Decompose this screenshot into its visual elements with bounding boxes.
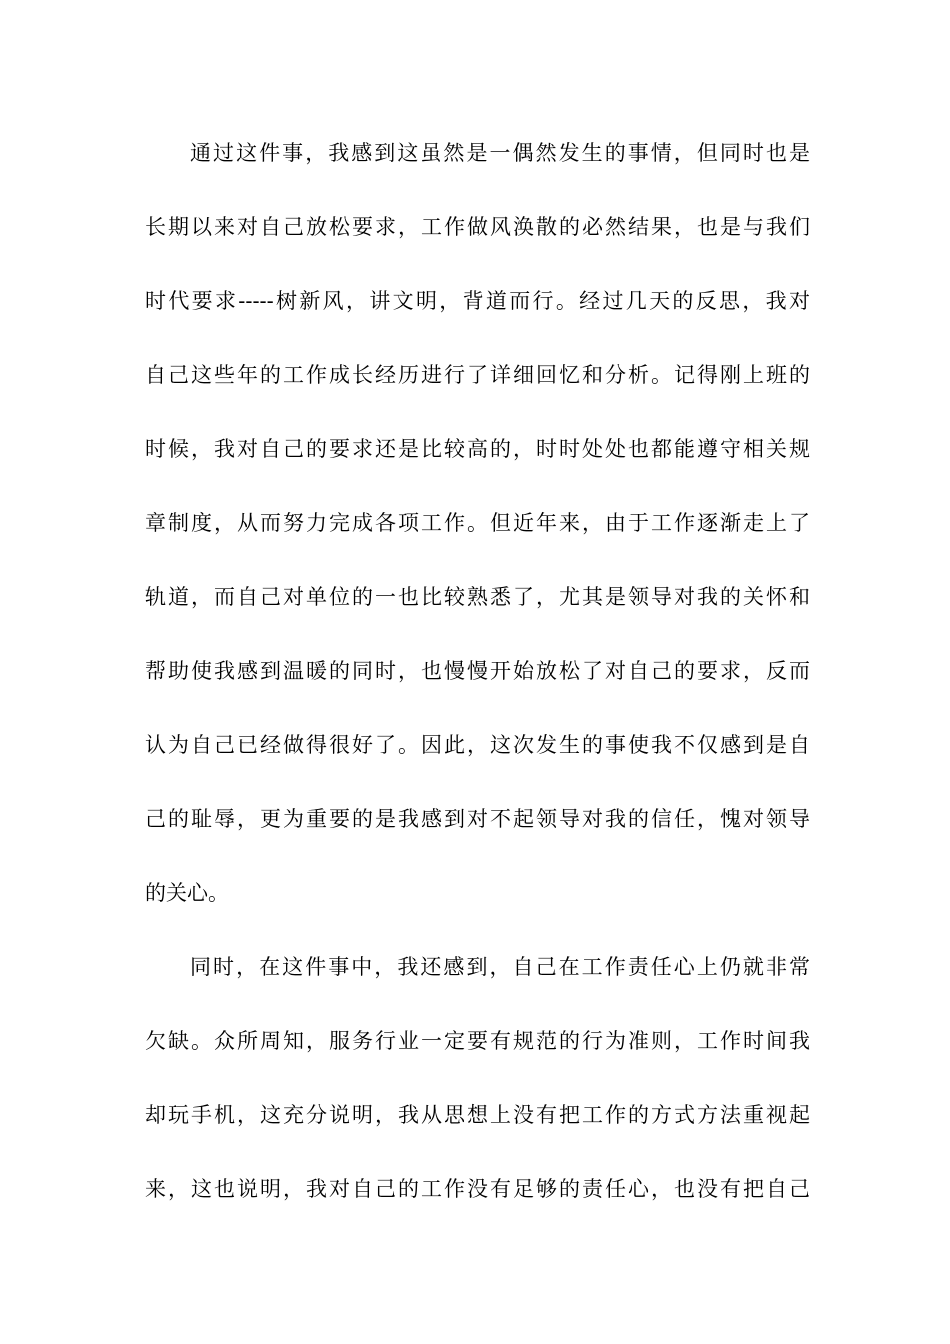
paragraph-1-line-8: 帮助使我感到温暖的同时，也慢慢开始放松了对自己的要求，反而 <box>145 659 810 683</box>
paragraph-2-line-2: 欠缺。众所周知，服务行业一定要有规范的行为准则，工作时间我 <box>145 1029 810 1053</box>
paragraph-1-line-6: 章制度，从而努力完成各项工作。但近年来，由于工作逐渐走上了 <box>145 511 810 535</box>
paragraph-1-line-10: 己的耻辱，更为重要的是我感到对不起领导对我的信任，愧对领导 <box>145 807 810 831</box>
paragraph-1-line-4: 自己这些年的工作成长经历进行了详细回忆和分析。记得刚上班的 <box>145 363 810 387</box>
paragraph-1-line-11: 的关心。 <box>145 881 229 905</box>
paragraph-1-line-3: 时代要求-----树新风，讲文明，背道而行。经过几天的反思，我对 <box>145 289 810 313</box>
paragraph-1-line-2: 长期以来对自己放松要求，工作做风涣散的必然结果，也是与我们 <box>145 215 810 239</box>
paragraph-2-line-3: 却玩手机，这充分说明，我从思想上没有把工作的方式方法重视起 <box>145 1103 810 1127</box>
paragraph-2-line-1: 同时，在这件事中，我还感到，自己在工作责任心上仍就非常 <box>190 955 810 979</box>
paragraph-2-line-4: 来，这也说明，我对自己的工作没有足够的责任心，也没有把自己 <box>145 1177 810 1201</box>
paragraph-1-line-5: 时候，我对自己的要求还是比较高的，时时处处也都能遵守相关规 <box>145 437 810 461</box>
paragraph-1-line-1: 通过这件事，我感到这虽然是一偶然发生的事情，但同时也是 <box>190 141 810 165</box>
paragraph-1-line-7: 轨道，而自己对单位的一也比较熟悉了，尤其是领导对我的关怀和 <box>145 585 810 609</box>
paragraph-1-line-9: 认为自己已经做得很好了。因此，这次发生的事使我不仅感到是自 <box>145 733 810 757</box>
